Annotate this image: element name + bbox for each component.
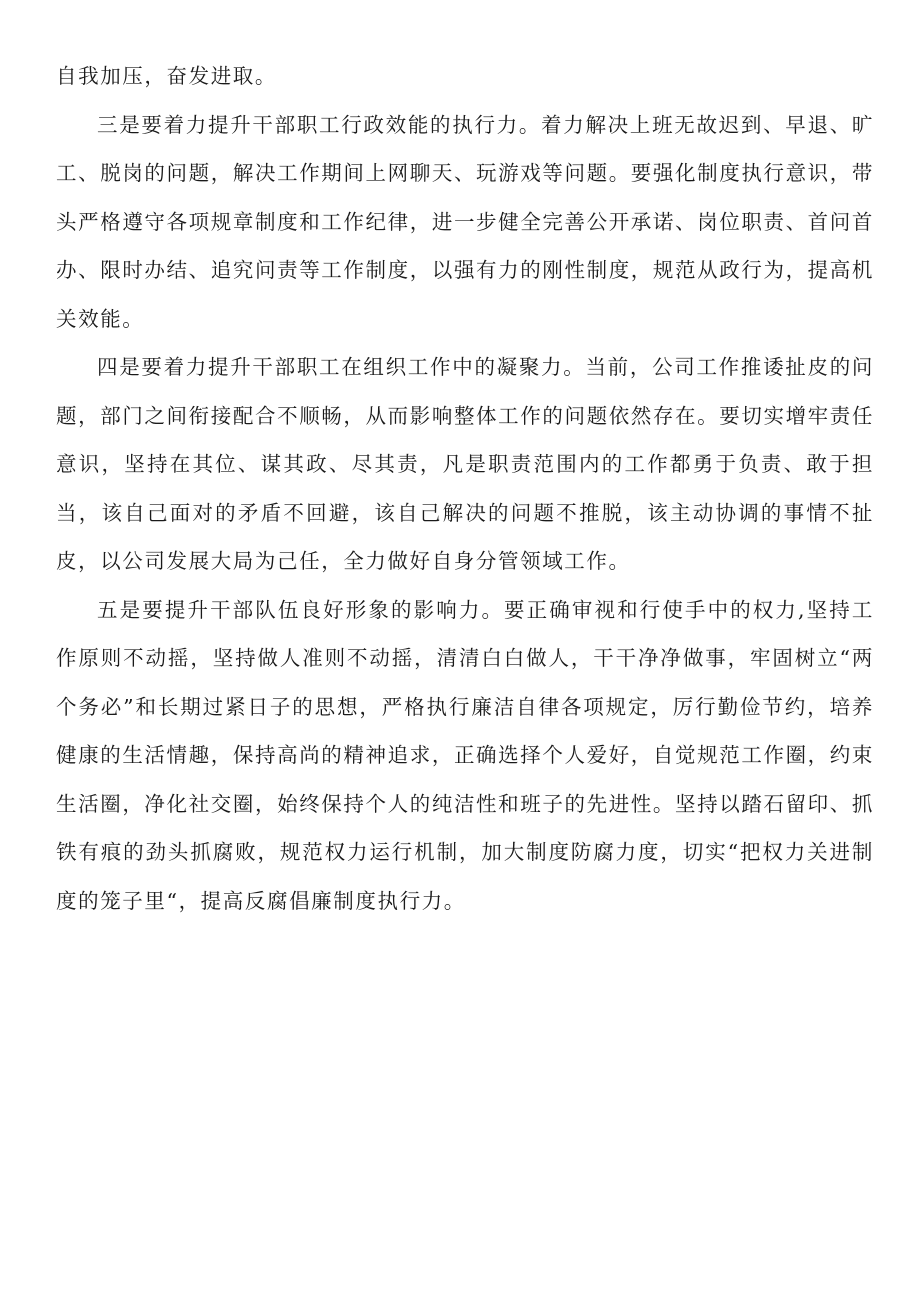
paragraph-point-four: 四是要着力提升干部职工在组织工作中的凝聚力。当前，公司工作推诿扯皮的问题，部门之间衔接配合不顺畅，从而影响整体工作的问题依然存在。要切实增牢责任意识，坚持在其位、谋其政、尽其责，凡是职责范围内的工作都勇于负责、敢于担当，该自己面对的矛盾不回避，该自己解决的问题不推脱，该主动协调的事情不扯皮，以公司发展大局为己任，全力做好自身分管领域工作。 <box>56 355 874 573</box>
document-body <box>56 52 874 925</box>
paragraph-continuation: 自我加压，奋发进取。 <box>56 64 277 88</box>
paragraph-point-three: 三是要着力提升干部职工行政效能的执行力。着力解决上班无故迟到、早退、旷工、脱岗的问题，解决工作期间上网聊天、玩游戏等问题。要强化制度执行意识，带头严格遵守各项规章制度和工作纪律，进一步健全完善公开承诺、岗位职责、首问首办、限时办结、追究问责等工作制度，以强有力的刚性制度，规范从政行为，提高机关效能。 <box>56 112 874 331</box>
paragraph-point-five: 五是要提升干部队伍良好形象的影响力。要正确审视和行使手中的权力,坚持工作原则不动摇，坚持做人准则不动摇，清清白白做人，干干净净做事，牢固树立“两个务必”和长期过紧日子的思想，严格执行廉洁自律各项规定，厉行勤俭节约，培养健康的生活情趣，保持高尚的精神追求，正确选择个人爱好，自觉规范工作圈，约束生活圈，净化社交圈，始终保持个人的纯洁性和班子的先进性。坚持以踏石留印、抓铁有痕的劲头抓腐败，规范权力运行机制，加大制度防腐力度，切实“把权力关进制度的笼子里“，提高反腐倡廉制度执行力。 <box>56 597 874 913</box>
